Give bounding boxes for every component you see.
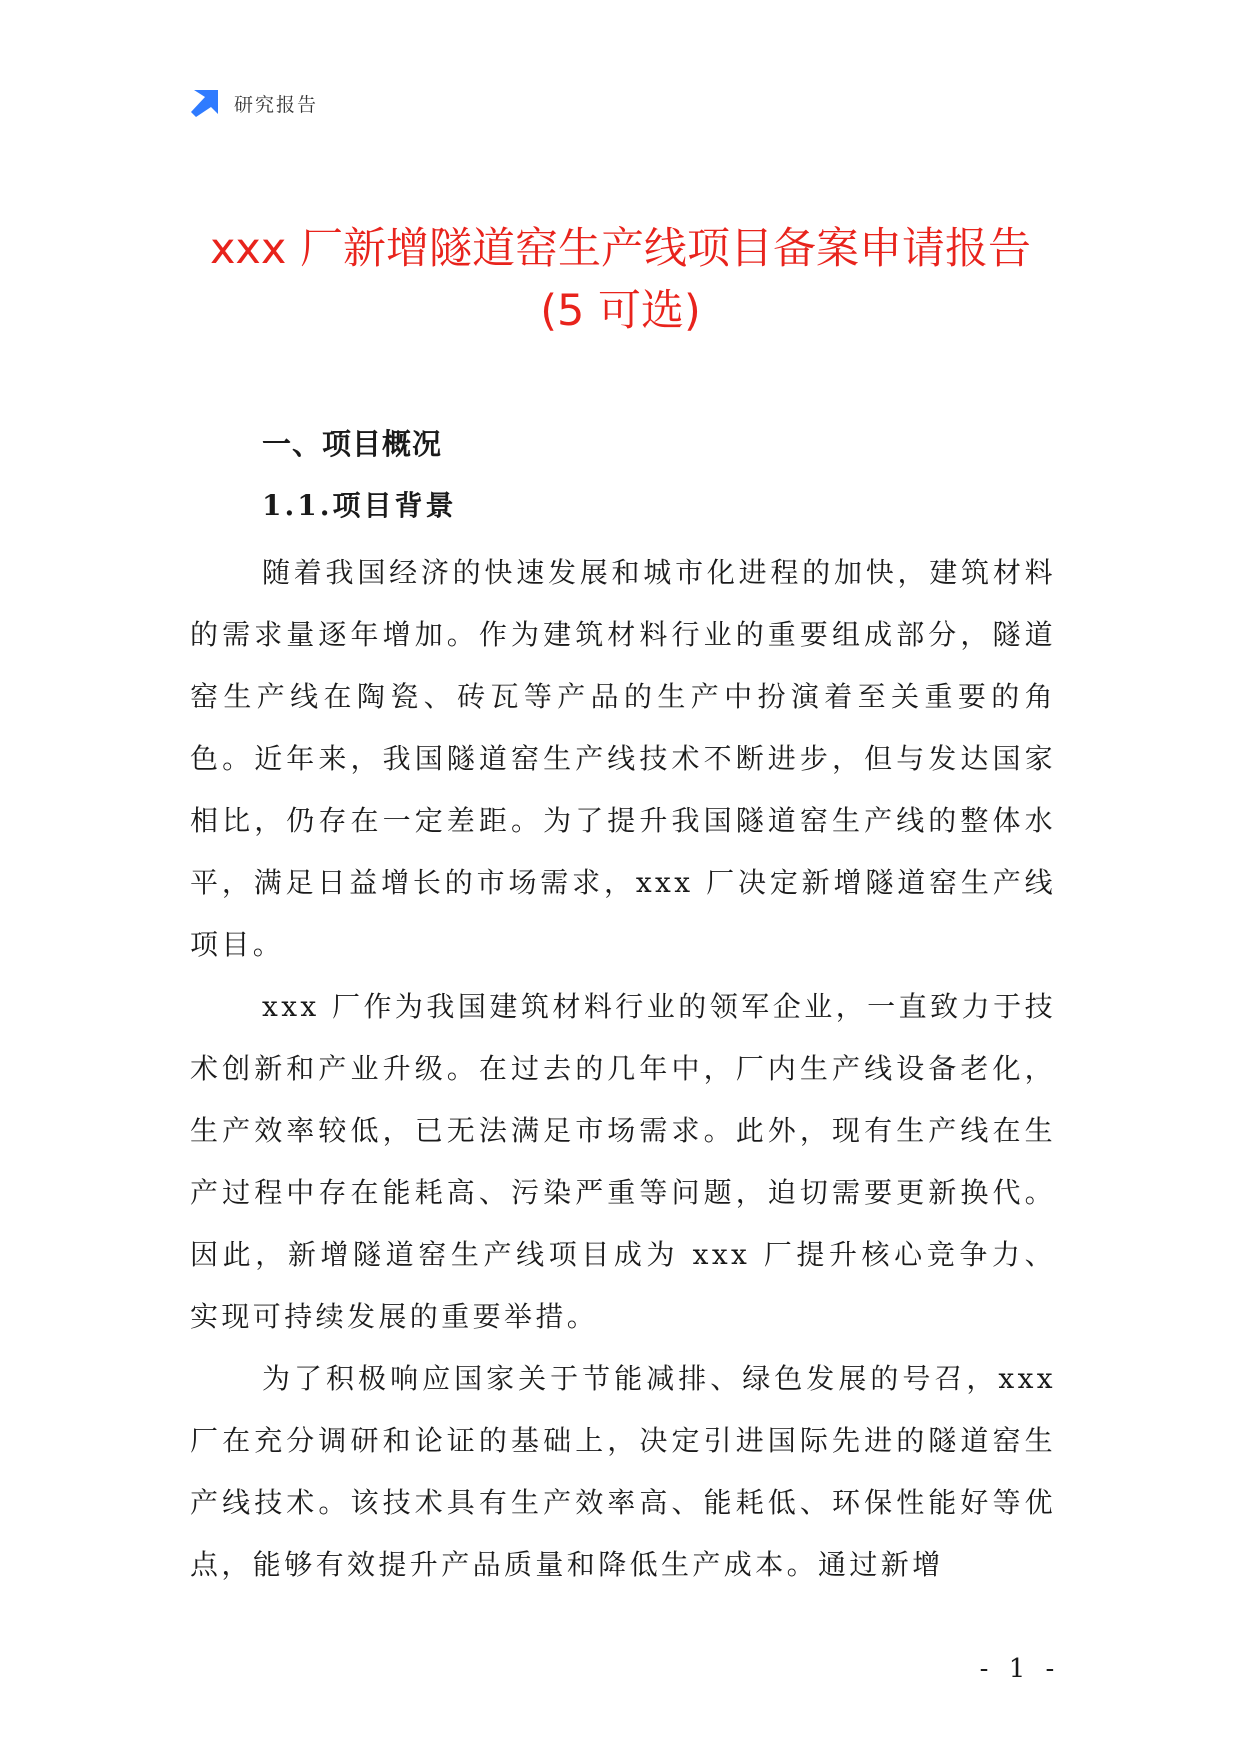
section-heading: 一、项目概况	[262, 427, 443, 461]
document-title-line1: xxx 厂新增隧道窑生产线项目备案申请报告	[209, 224, 1031, 274]
page-number: - 1 -	[979, 1654, 1061, 1684]
report-header	[190, 88, 318, 118]
document-title-line2: (5 可选)	[540, 286, 701, 336]
header-label: 研究报告	[234, 93, 319, 116]
document-body	[190, 542, 1056, 1596]
paragraph-2: xxx 厂作为我国建筑材料行业的领军企业，一直致力于技术创新和产业升级。在过去的几年中，厂内生产线设备老化，生产效率较低，已无法满足市场需求。此外，现有生产线在生产过程中存在能耗高、污染严重等问题，迫切需要更新换代。因此，新增隧道窑生产线项目成为 xxx 厂提升核心竞争力、实现可持续发展的重要举措。	[190, 990, 1056, 1333]
diagonal-arrow-icon	[190, 88, 220, 118]
paragraph-3: 为了积极响应国家关于节能减排、绿色发展的号召，xxx 厂在充分调研和论证的基础上，决定引进国际先进的隧道窑生产线技术。该技术具有生产效率高、能耗低、环保性能好等优点，能够有效提升产品质量和降低生产成本。通过新增	[190, 1362, 1056, 1581]
paragraph-1: 随着我国经济的快速发展和城市化进程的加快，建筑材料的需求量逐年增加。作为建筑材料行业的重要组成部分，隧道窑生产线在陶瓷、砖瓦等产品的生产中扮演着至关重要的角色。近年来，我国隧道窑生产线技术不断进步，但与发达国家相比，仍存在一定差距。为了提升我国隧道窑生产线的整体水平，满足日益增长的市场需求，xxx 厂决定新增隧道窑生产线项目。	[190, 556, 1056, 961]
subsection-heading: 1.1.项目背景	[262, 489, 457, 522]
